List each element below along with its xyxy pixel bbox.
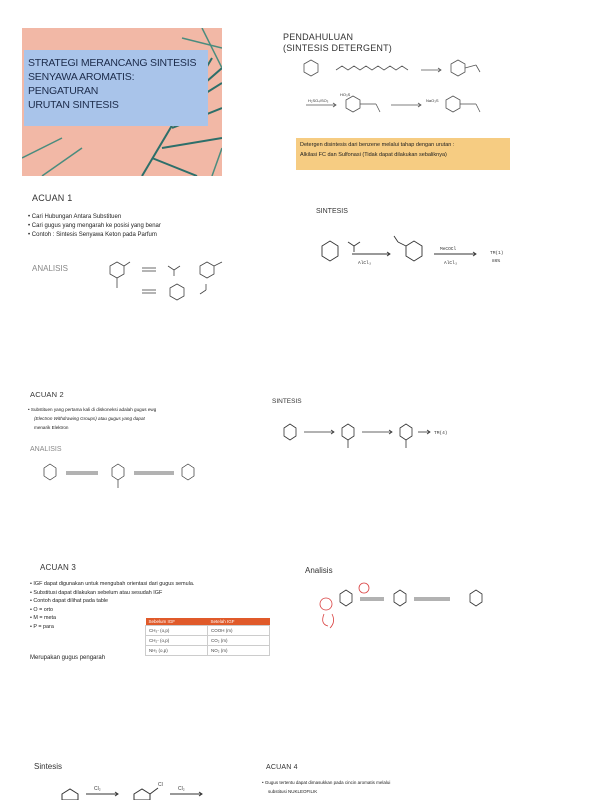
pendahuluan-subtitle: (SINTESIS DETERGENT) <box>283 43 393 53</box>
cover-slide <box>22 28 222 176</box>
acuan3-bullet: • Substitusi dapat dilakukan sebelum atau sesudah IGF <box>30 589 230 598</box>
reagent-label: H₂SO₄/SO₃ <box>308 98 329 103</box>
acuan1-bullets <box>28 213 161 240</box>
igf-cell: NO₂ (m) <box>208 646 270 656</box>
sintesis1-title: SINTESIS <box>316 208 348 215</box>
acuan2-bullet-text: Substituen yang pertama kali di diskoneksi adalah gugus ewg <box>30 407 157 412</box>
acuan2-bullet: • Substituen yang pertama kali di diskoneksi adalah gugus ewg <box>28 407 157 412</box>
reagent-label: AlCl₃ <box>358 261 372 266</box>
pendahuluan-title: PENDAHULUAN <box>283 32 354 42</box>
reagent-label: NaO₃S <box>426 98 439 103</box>
igf-cell: CH₂- (o,p) <box>146 636 208 646</box>
acuan3-bullet: • P = para <box>30 623 230 632</box>
product-label: TM(1) <box>490 251 504 256</box>
igf-cell: COOH (m) <box>208 626 270 636</box>
substituent-label: Cl <box>158 782 163 788</box>
acuan4-bullet: • Gugus tertentu dapat dimasukkan pada cincin aromatis melalui <box>262 780 391 785</box>
acuan2-analisis: ANALISIS <box>30 446 62 453</box>
table-row <box>146 646 270 656</box>
igf-table <box>145 618 270 656</box>
acuan4-title: ACUAN 4 <box>266 764 298 771</box>
acuan2-bullet-text: (Electron Withdrawing Groups) atau gugus yang dapat <box>34 416 145 421</box>
cover-title-line: SENYAWA AROMATIS: PENGATURAN <box>28 71 135 97</box>
acuan2-title: ACUAN 2 <box>30 390 64 399</box>
reagent-label: MeCOCl <box>440 247 457 252</box>
acuan1-analysis-scheme <box>100 258 240 308</box>
reagent-label: Cl₂ <box>94 786 101 792</box>
detergent-scheme <box>296 60 536 130</box>
acuan3-bullet: • IGF dapat digunakan untuk mengubah orientasi dari gugus semula. <box>30 580 230 589</box>
acuan3-bullet: • M = meta <box>30 614 230 623</box>
sintesis3-title: Sintesis <box>34 762 63 771</box>
cover-title-line: URUTAN SINTESIS <box>28 99 119 111</box>
acuan1-title: ACUAN 1 <box>32 193 73 203</box>
reagent-label: HO₃S <box>340 92 351 97</box>
sintesis2-title: SINTESIS <box>272 398 302 405</box>
note-line: Detergen disintesis dari benzene melalui tahap dengan urutan : <box>300 142 455 148</box>
acuan3-footer: Merupakan gugus pengarah <box>30 655 106 661</box>
igf-cell: CH₃- (o,p) <box>146 626 208 636</box>
acuan3-bullet: • Contoh dapat dilihat pada table <box>30 597 230 606</box>
yield-label: 86% <box>492 259 501 264</box>
acuan3-title: ACUAN 3 <box>40 563 77 572</box>
acuan4-bullet-text: substitusi NUKLEOFILIK <box>268 789 318 794</box>
igf-header: Setelah IGF <box>208 618 270 626</box>
acuan3-bullet: • O = orto <box>30 606 230 615</box>
cover-title <box>24 50 208 112</box>
product-label: TM(4) <box>434 431 448 436</box>
acuan1-bullet: • Cari Hubungan Antara Substituen <box>28 213 161 222</box>
igf-cell: NH₂ (o,p) <box>146 646 208 656</box>
acuan4-bullets <box>262 778 462 796</box>
reagent-label: AlCl₃ <box>444 261 458 266</box>
sintesis3-scheme <box>56 778 236 800</box>
reagent-label: Cl₂ <box>178 786 185 792</box>
sintesis2-scheme <box>280 418 480 458</box>
cover-title-line: STRATEGI MERANCANG SINTESIS <box>28 57 197 69</box>
acuan1-bullet: • Contoh : Sintesis Senyawa Keton pada Parfum <box>28 231 161 240</box>
acuan4-bullet-text: Gugus tertentu dapat dimasukkan pada cincin aromatis melalui <box>264 780 391 785</box>
igf-header: Sebelum IGF <box>146 618 208 626</box>
pendahuluan-note <box>296 138 510 170</box>
analisis3-scheme <box>310 578 510 638</box>
acuan1-analisis: ANALISIS <box>32 264 69 273</box>
acuan2-analysis-scheme <box>30 458 240 498</box>
acuan1-bullet: • Cari gugus yang mengarah ke posisi yang benar <box>28 222 161 231</box>
acuan2-bullets <box>28 405 156 432</box>
note-line: Alkilasi FC dan Sulfonasi (Tidak dapat dilakukan sebaliknya) <box>300 152 447 158</box>
analisis3-title: Analisis <box>305 566 333 575</box>
table-row <box>146 636 270 646</box>
table-row <box>146 626 270 636</box>
igf-cell: CO₂ (m) <box>208 636 270 646</box>
acuan2-bullet-text: menarik Elektron <box>34 425 69 430</box>
cover-title-banner <box>24 50 208 126</box>
sintesis1-scheme <box>318 232 518 282</box>
